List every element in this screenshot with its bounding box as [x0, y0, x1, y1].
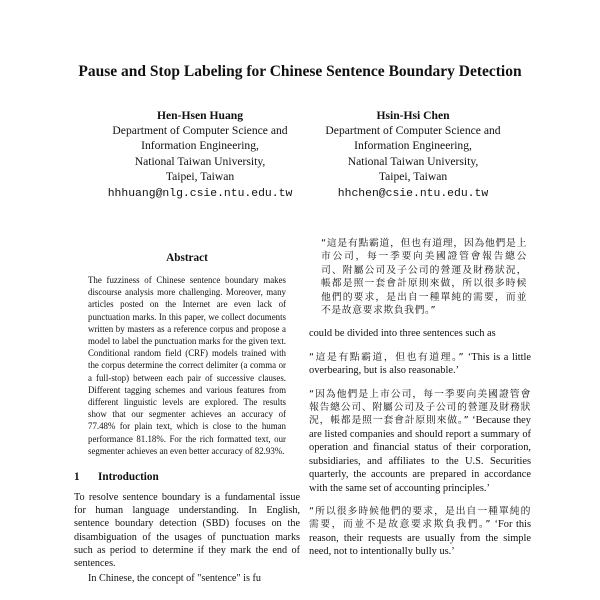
author-email: hhhuang@nlg.csie.ntu.edu.tw	[107, 188, 293, 201]
left-column	[74, 252, 300, 585]
author-affiliation-line: Information Engineering,	[354, 139, 472, 153]
author-name: Hsin-Hsi Chen	[376, 109, 450, 122]
example-chinese: “這是有點霸道，但也有道理。”	[309, 351, 465, 363]
author-block-1	[90, 108, 310, 202]
example-sentence-1	[309, 351, 531, 378]
author-affiliation-line: Information Engineering,	[141, 139, 259, 153]
author-affiliation-line: National Taiwan University,	[134, 154, 266, 168]
author-affiliation-line: Department of Computer Science and	[112, 124, 288, 138]
body-paragraph: could be divided into three sentences such as	[309, 328, 496, 340]
paper-title: Pause and Stop Labeling for Chinese Sentence Boundary Detection	[78, 63, 522, 80]
example-chinese: “所以很多時候他們的要求，是出自一種單純的需要，而並不是故意要求欺負我們。”	[309, 505, 531, 531]
example-translation: ‘For this reason, their requests are usually from the simple need, not to intentionally bully us.’	[309, 519, 531, 558]
author-block-2	[303, 108, 523, 202]
author-email: hhchen@csie.ntu.edu.tw	[337, 188, 489, 201]
chinese-example-quote: “這是有點霸道，但也有道理，因為他們是上市公司，每一季要向美國證管會報告總公司、附屬公司及子公司的營運及財務狀況，帳都是照一套會計原則來做，所以很多時候他們的要求，是出自一種單純的需要，而並不是故意要求欺負我們。”	[321, 238, 527, 317]
author-affiliation-line: Taipei, Taiwan	[378, 169, 448, 183]
abstract-text: The fuzziness of Chinese sentence boundary makes discourse analysis more challenging. Moreover, many articles posted on the Internet are even lack of punctuation marks. In this paper, we collect documents written by masters as a reference corpus and propose a model to label the punctuation marks for the given text. Conditional random field (CRF) models trained with the corpus determine the correct delimiter (a comma or a full-stop) between each pair of successive clauses. Different tagging schemes and various features from different linguistic levels are explored. The results show that our segmenter achieves an accuracy of 77.48% for plain text, which is close to the human performance 81.18%. For the rich formatted text, our segmenter achieves an even better accuracy of 82.93%.	[88, 275, 286, 456]
example-chinese: “因為他們是上市公司，每一季要向美國證管會報告總公司、附屬公司及子公司的營運及財務狀況，帳都是照一套會計原則來做。”	[309, 388, 531, 427]
example-sentence-2	[309, 388, 531, 495]
section-heading	[74, 471, 300, 483]
author-affiliation-line: National Taiwan University,	[347, 154, 479, 168]
abstract-heading: Abstract	[166, 252, 208, 264]
section-number: 1	[74, 471, 80, 484]
author-affiliation-line: Taipei, Taiwan	[165, 169, 235, 183]
section-title: Introduction	[98, 471, 159, 484]
author-affiliation-line: Department of Computer Science and	[325, 124, 501, 138]
example-translation: ‘This is a little overbearing, but is also reasonable.’	[309, 351, 531, 377]
author-name: Hen-Hsen Huang	[156, 109, 243, 122]
right-column	[309, 237, 531, 559]
intro-paragraph-2: In Chinese, the concept of "sentence" is fu	[88, 573, 261, 585]
example-translation: ‘Because they are listed companies and should report a summary of operation and financial status of their corporation, subsidiaries, and affiliates to the U.S. Securities quarterly, the accounts are prepared in accordance with the same set of accounting principles.’	[309, 415, 531, 494]
intro-paragraph: To resolve sentence boundary is a fundamental issue for human language understanding. In English, sentence boundary detection (SBD) focuses on the disambiguation of the usages of punctuation marks such as period to determine if they mark the end of sentences.	[74, 492, 300, 570]
example-sentence-3	[309, 505, 531, 559]
